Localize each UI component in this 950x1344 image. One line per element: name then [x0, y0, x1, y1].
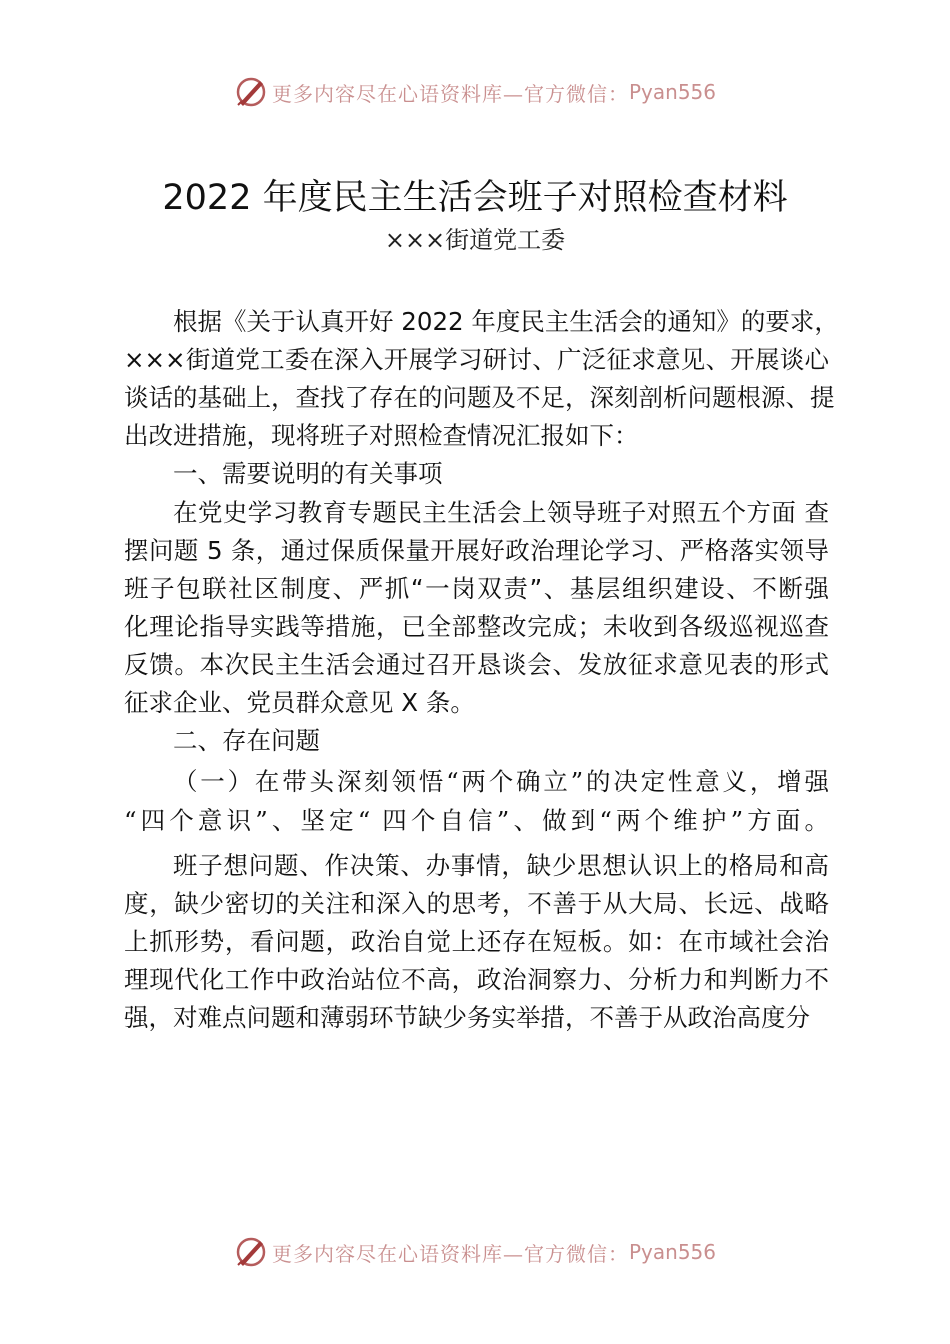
- header-watermark: [0, 72, 950, 112]
- watermark-wechat-id: Pyan556: [628, 80, 716, 104]
- body-line: 征求企业、党员群众意见 X 条。: [124, 688, 475, 717]
- body-line: 出改进措施，现将班子对照检查情况汇报如下：: [124, 421, 639, 450]
- body-line: 班子包联社区制度、严抓“一岗双责”、基层组织建设、不断强: [124, 574, 829, 603]
- subsection-heading: （一）在带头深刻领悟“两个确立”的决定性意义，增强: [173, 767, 829, 796]
- pen-circle-logo-icon: [234, 75, 268, 109]
- section-heading: 二、存在问题: [173, 726, 320, 755]
- body-line: 化理论指导实践等措施，已全部整改完成；未收到各级巡视巡查: [124, 612, 829, 641]
- body-line: 摆问题 5 条，通过保质保量开展好政治理论学习、严格落实领导: [124, 536, 829, 565]
- watermark-text: 更多内容尽在心语资料库—官方微信：: [271, 81, 629, 106]
- body-line: 在党史学习教育专题民主生活会上领导班子对照五个方面 查: [173, 498, 829, 527]
- body-line: 强，对难点问题和薄弱环节缺少务实举措，不善于从政治高度分: [124, 1003, 810, 1032]
- body-line: 班子想问题、作决策、办事情，缺少思想认识上的格局和高: [173, 851, 829, 880]
- body-line: 理现代化工作中政治站位不高，政治洞察力、分析力和判断力不: [124, 965, 829, 994]
- document-title: 2022 年度民主生活会班子对照检查材料: [162, 178, 788, 218]
- watermark-wechat-id: Pyan556: [628, 1240, 716, 1264]
- section-heading: 一、需要说明的有关事项: [173, 459, 443, 488]
- watermark-text: 更多内容尽在心语资料库—官方微信：: [271, 1241, 629, 1266]
- body-line: 度，缺少密切的关注和深入的思考，不善于从大局、长远、战略: [124, 889, 829, 918]
- subsection-heading: “四个意识”、坚定“ 四个自信”、做到“两个维护”方面。: [124, 806, 829, 835]
- body-line: 谈话的基础上，查找了存在的问题及不足，深刻剖析问题根源、提: [124, 383, 835, 412]
- body-line: 上抓形势，看问题，政治自觉上还存在短板。如：在市域社会治: [124, 927, 829, 956]
- body-line: 反馈。本次民主生活会通过召开恳谈会、发放征求意见表的形式: [124, 650, 829, 679]
- pen-circle-logo-icon: [234, 1235, 268, 1269]
- footer-watermark: [0, 1232, 950, 1272]
- body-line: ×××街道党工委在深入开展学习研讨、广泛征求意见、开展谈心: [124, 345, 829, 374]
- body-line: 根据《关于认真开好 2022 年度民主生活会的通知》的要求，: [173, 307, 839, 336]
- document-subtitle: ×××街道党工委: [384, 226, 566, 254]
